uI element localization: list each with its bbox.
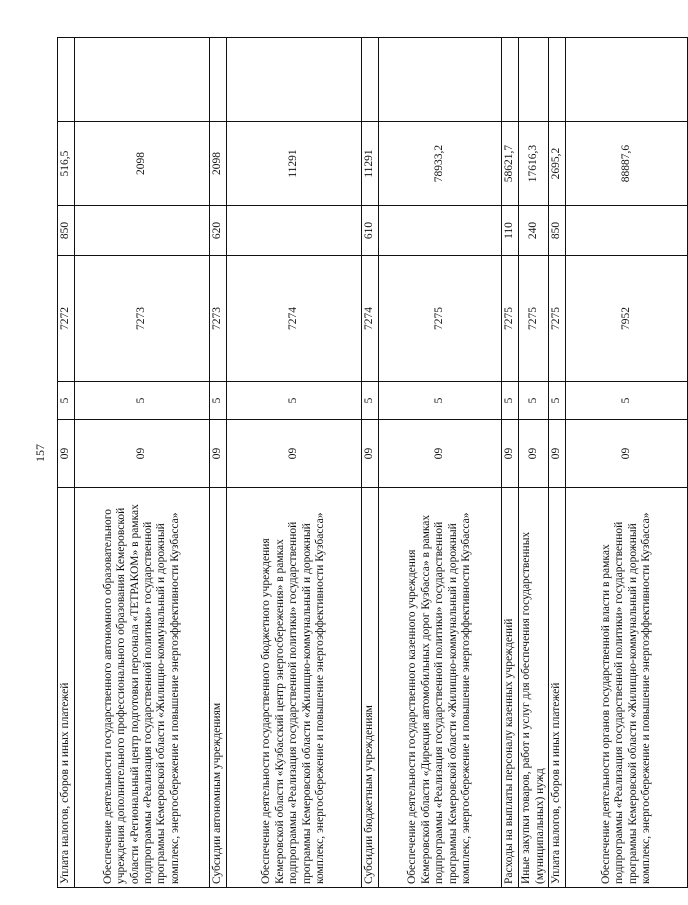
table-row <box>210 38 227 888</box>
sum1-cell: 2695,2 <box>549 122 566 206</box>
name-cell: Обеспечение деятельности государственного бюджетного учреждения Кемеровской области «Кузбасский центр энергосбережения» в рамках подпрограммы «Реализация государственной политики» государственной программы Кемеровской области «Жилищно-коммунальный и дорожный комплекс, энергосбережение и повышение энергоэффективности Кузбасса» <box>227 488 362 888</box>
sum2-cell <box>58 38 75 122</box>
vr-cell: 850 <box>58 206 75 256</box>
vr-cell <box>379 206 502 256</box>
table-row <box>566 38 688 888</box>
table-row <box>362 38 379 888</box>
razdel-cell: 09 <box>75 420 210 488</box>
csr-cell: 7275 <box>549 256 566 382</box>
podrazdel-cell: 5 <box>75 382 210 420</box>
csr-cell: 7275 <box>502 256 519 382</box>
razdel-cell: 09 <box>502 420 519 488</box>
sum1-cell: 2098 <box>75 122 210 206</box>
name-cell: Субсидии автономным учреждениям <box>210 488 227 888</box>
sum2-cell <box>549 38 566 122</box>
razdel-cell: 09 <box>362 420 379 488</box>
sum2-cell <box>210 38 227 122</box>
razdel-cell: 09 <box>379 420 502 488</box>
podrazdel-cell: 5 <box>210 382 227 420</box>
vr-cell: 620 <box>210 206 227 256</box>
name-cell: Обеспечение деятельности государственного казенного учреждения Кемеровской области «Дирекция автомобильных дорог Кузбасса» в рамках подпрограммы «Реализация государственной политики» государственной программы Кемеровской области «Жилищно-коммунальный и дорожный комплекс, энергосбережение и повышение энергоэффективности Кузбасса» <box>379 488 502 888</box>
csr-cell: 7275 <box>379 256 502 382</box>
sum2-cell <box>379 38 502 122</box>
razdel-cell: 09 <box>210 420 227 488</box>
csr-cell: 7272 <box>58 256 75 382</box>
csr-cell: 7274 <box>362 256 379 382</box>
sum1-cell: 11291 <box>227 122 362 206</box>
podrazdel-cell: 5 <box>379 382 502 420</box>
csr-cell: 7275 <box>519 256 549 382</box>
name-cell: Уплата налогов, сборов и иных платежей <box>549 488 566 888</box>
name-cell: Иные закупки товаров, работ и услуг для обеспечения государственных (муниципальных) нужд <box>519 488 549 888</box>
vr-cell: 610 <box>362 206 379 256</box>
sum2-cell <box>227 38 362 122</box>
name-cell: Расходы на выплаты персоналу казенных учреждений <box>502 488 519 888</box>
vr-cell <box>566 206 688 256</box>
razdel-cell: 09 <box>227 420 362 488</box>
sum1-cell: 78933,2 <box>379 122 502 206</box>
podrazdel-cell: 5 <box>58 382 75 420</box>
vr-cell: 850 <box>549 206 566 256</box>
sum1-cell: 11291 <box>362 122 379 206</box>
podrazdel-cell: 5 <box>362 382 379 420</box>
podrazdel-cell: 5 <box>549 382 566 420</box>
vr-cell <box>75 206 210 256</box>
table-body <box>58 38 688 888</box>
sum1-cell: 58621,7 <box>502 122 519 206</box>
table-row <box>58 38 75 888</box>
vr-cell: 240 <box>519 206 549 256</box>
table-row <box>75 38 210 888</box>
vr-cell <box>227 206 362 256</box>
table-row <box>549 38 566 888</box>
csr-cell: 7952 <box>566 256 688 382</box>
podrazdel-cell: 5 <box>502 382 519 420</box>
page-number: 157 <box>33 444 47 462</box>
name-cell: Обеспечение деятельности органов государственной власти в рамках подпрограммы «Реализация государственной политики» государственной программы Кемеровской области «Жилищно-коммунальный и дорожный комплекс, энергосбережение и повышение энергоэффективности Кузбасса» <box>566 488 688 888</box>
sum2-cell <box>362 38 379 122</box>
sum2-cell <box>519 38 549 122</box>
sum2-cell <box>75 38 210 122</box>
podrazdel-cell: 5 <box>519 382 549 420</box>
csr-cell: 7273 <box>210 256 227 382</box>
csr-cell: 7273 <box>75 256 210 382</box>
podrazdel-cell: 5 <box>227 382 362 420</box>
table-row <box>227 38 362 888</box>
sum1-cell: 88887,6 <box>566 122 688 206</box>
podrazdel-cell: 5 <box>566 382 688 420</box>
budget-table <box>57 37 688 888</box>
razdel-cell: 09 <box>549 420 566 488</box>
razdel-cell: 09 <box>519 420 549 488</box>
table-row <box>502 38 519 888</box>
sum1-cell: 2098 <box>210 122 227 206</box>
csr-cell: 7274 <box>227 256 362 382</box>
name-cell: Уплата налогов, сборов и иных платежей <box>58 488 75 888</box>
razdel-cell: 09 <box>58 420 75 488</box>
sum1-cell: 17616,3 <box>519 122 549 206</box>
sum2-cell <box>502 38 519 122</box>
sum2-cell <box>566 38 688 122</box>
table-row <box>379 38 502 888</box>
sum1-cell: 516,5 <box>58 122 75 206</box>
table-row <box>519 38 549 888</box>
name-cell: Субсидии бюджетным учреждениям <box>362 488 379 888</box>
rotated-page-content <box>57 38 652 888</box>
razdel-cell: 09 <box>566 420 688 488</box>
name-cell: Обеспечение деятельности государственного автономного образовательного учреждения дополнительного профессионального образования Кемеровской области «Региональный центр подготовки персонала «ТЕТРАКОМ» в рамках подпрограммы «Реализация государственной политики» государственной программы Кемеровской области «Жилищно-коммунальный и дорожный комплекс, энергосбережение и повышение энергоэффективности Кузбасса» <box>75 488 210 888</box>
vr-cell: 110 <box>502 206 519 256</box>
